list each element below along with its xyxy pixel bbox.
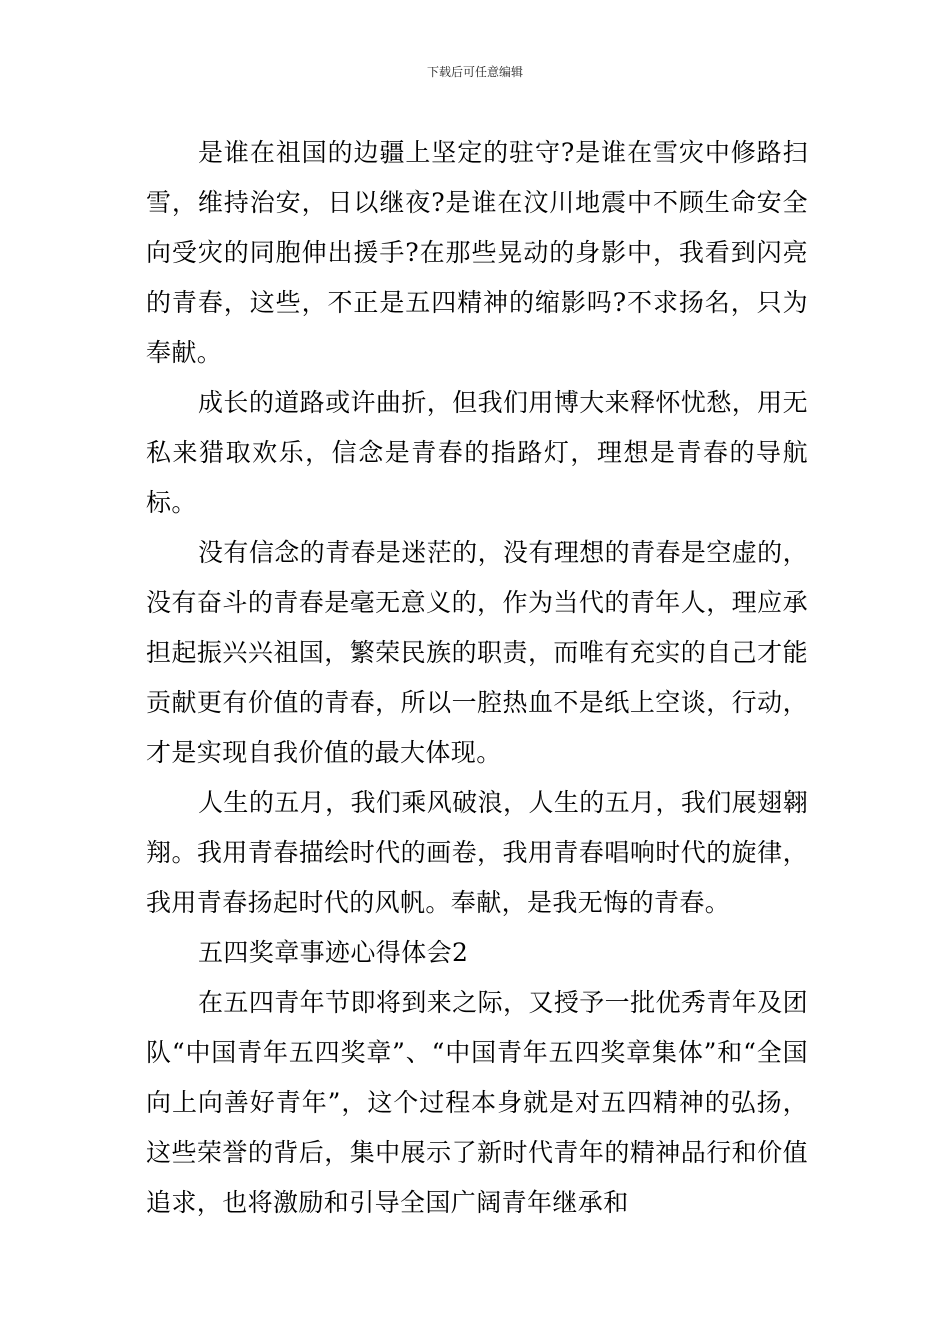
document-body [146, 128, 808, 1228]
paragraph-may-fourth-medal: 在五四青年节即将到来之际，又授予一批优秀青年及团队“中国青年五四奖章”、“中国青年五四奖章集体”和“全国向上向善好青年”，这个过程本身就是对五四精神的弘扬，这些荣誉的背后，集中展示了新时代青年的精神品行和价值追求，也将激励和引导全国广阔青年继承和 [146, 988, 808, 1217]
page-header-note: 下载后可任意编辑 [426, 65, 523, 79]
section-heading: 五四奖章事迹心得体会2 [198, 938, 469, 967]
paragraph-border-guards: 是谁在祖国的边疆上坚定的驻守?是谁在雪灾中修路扫雪，维持治安，日以继夜?是谁在汶川地震中不顾生命安全向受灾的同胞伸出援手?在那些晃动的身影中，我看到闪亮的青春，这些，不正是五四精神的缩影吗?不求扬名，只为奉献。 [146, 138, 808, 367]
paragraph-belief-ideal: 没有信念的青春是迷茫的，没有理想的青春是空虚的，没有奋斗的青春是毫无意义的，作为当代的青年人，理应承担起振兴兴祖国，繁荣民族的职责，而唯有充实的自己才能贡献更有价值的青春，所以一腔热血不是纸上空谈，行动，才是实现自我价值的最大体现。 [146, 538, 808, 767]
paragraph-life-may: 人生的五月，我们乘风破浪，人生的五月，我们展翅翱翔。我用青春描绘时代的画卷，我用青春唱响时代的旋律，我用青春扬起时代的风帆。奉献，是我无悔的青春。 [146, 788, 808, 917]
paragraph-growth-road: 成长的道路或许曲折，但我们用博大来释怀忧愁，用无私来猎取欢乐，信念是青春的指路灯，理想是青春的导航标。 [146, 388, 808, 517]
